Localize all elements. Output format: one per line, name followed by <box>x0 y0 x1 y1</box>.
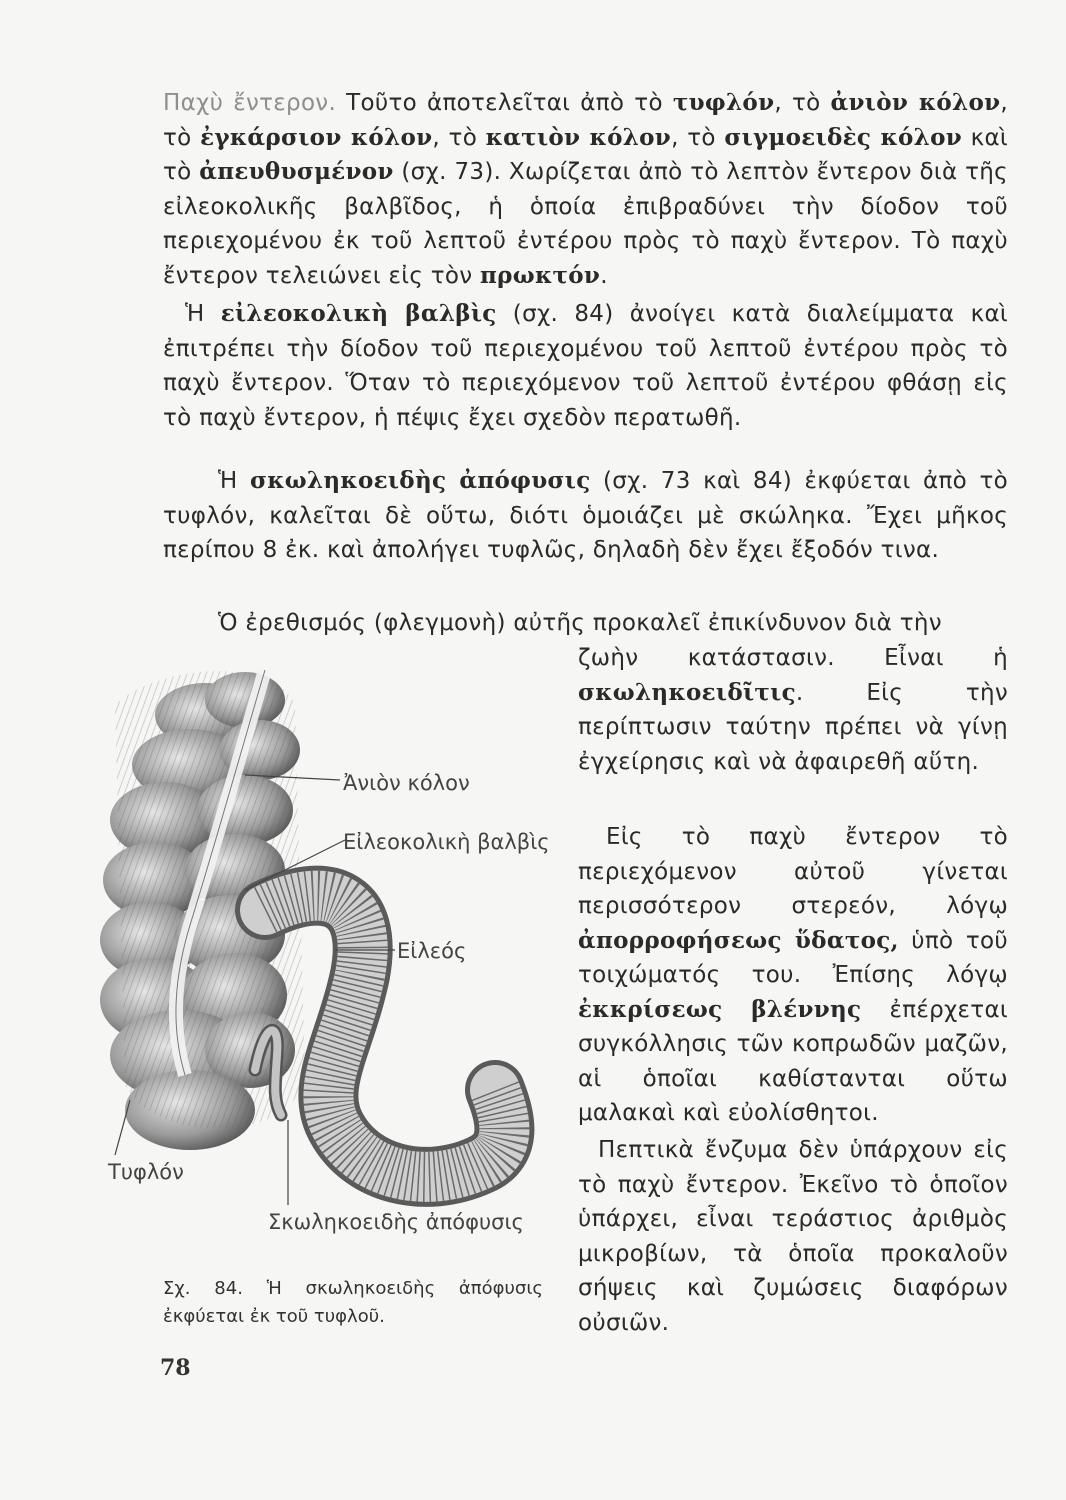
section-heading: Παχὺ ἔντερον. <box>163 90 337 116</box>
paragraph-inflammation: Ὁ ἐρεθισμός (φλεγμονὴ) αὐτῆς προκαλεῖ ἐπικίνδυνον διὰ τὴν <box>218 610 942 636</box>
paragraph-appendicitis: ζωὴν κατάστασιν. Εἶναι ἡ σκωληκοειδῖτις. Εἰς τὴν περίπτωσιν ταύτην πρέπει νὰ γίνῃ ἐγχείρησις καὶ νὰ ἀφαιρεθῆ αὕτη. <box>578 645 1008 775</box>
paragraph-ileocecal-valve: Ἡ εἰλεοκολικὴ βαλβὶς (σχ. 84) ἀνοίγει κατὰ διαλείμματα καὶ ἐπιτρέπει τὴν δίοδον τοῦ περιεχομένου τοῦ λεπτοῦ ἐντέρου πρὸς τὸ παχὺ ἔντερον. Ὅταν τὸ περιεχόμενον τοῦ λεπτοῦ ἐντέρου φθάσῃ εἰς τὸ παχὺ ἔντερον, ἡ πέψις ἔχει σχεδὸν περατωθῆ. <box>163 300 1008 431</box>
label-ileum: Εἰλεός <box>397 939 467 963</box>
paragraph-appendix: Ἡ σκωληκοειδὴς ἀπόφυσις (σχ. 73 καὶ 84) ἐκφύεται ἀπὸ τὸ τυφλόν, καλεῖται δὲ οὕτω, διότι ὁμοιάζει μὲ σκώληκα. Ἔχει μῆκος περίπου 8 ἐκ. καὶ ἀπολήγει τυφλῶς, δηλαδὴ δὲν ἔχει ἔξοδόν τινα. <box>163 467 1008 563</box>
figure-large-intestine <box>95 645 580 1235</box>
label-ascending-colon: Ἀνιὸν κόλον <box>343 771 470 795</box>
label-ileocecal-valve: Εἰλεοκολικὴ βαλβὶς <box>343 830 550 854</box>
label-cecum: Τυφλόν <box>108 1160 184 1184</box>
paragraph-absorption: Εἰς τὸ παχὺ ἔντερον τὸ περιεχόμενον αὐτοῦ γίνεται περισσότερον στερεόν, λόγῳ ἀπορροφήσεως ὕδατος, ὑπὸ τοῦ τοιχώματός του. Ἐπίσης λόγῳ ἐκκρίσεως βλέννης ἐπέρχεται συγκόλλησις τῶν κοπρωδῶν μαζῶν, αἱ ὁποῖαι καθίστανται οὕτω μαλακαὶ καὶ εὐολίσθητοι. <box>578 824 1008 1126</box>
intestine-illustration <box>95 645 580 1235</box>
paragraph-large-intestine: Παχὺ ἔντερον. Τοῦτο ἀποτελεῖται ἀπὸ τὸ τυφλόν, τὸ ἀνιὸν κόλον, τὸ ἐγκάρσιον κόλον, τὸ κατιὸν κόλον, τὸ σιγμοειδὲς κόλον καὶ τὸ ἀπευθυσμένον (σχ. 73). Χωρίζεται ἀπὸ τὸ λεπτὸν ἔντερον διὰ τῆς εἰλεοκολικῆς βαλβῖδος, ἡ ὁποία ἐπιβραδύνει τὴν δίοδον τοῦ περιεχομένου ἐκ τοῦ λεπτοῦ ἐντέρου πρὸς τὸ παχὺ ἔντερον. Τὸ παχὺ ἔντερον τελειώνει εἰς τὸν πρωκτόν. <box>163 89 1008 289</box>
label-appendix: Σκωληκοειδὴς ἀπόφυσις <box>268 1210 524 1234</box>
page-number: 78 <box>160 1355 191 1381</box>
paragraph-enzymes: Πεπτικὰ ἔνζυμα δὲν ὑπάρχουν εἰς τὸ παχὺ ἔντερον. Ἐκεῖνο τὸ ὁποῖον ὑπάρχει, εἶναι τεράστιος ἀριθμὸς μικροβίων, τὰ ὁποῖα προκαλοῦν σήψεις καὶ ζυμώσεις διαφόρων οὐσιῶν. <box>578 1137 1008 1336</box>
figure-caption: Σχ. 84. Ἡ σκωληκοειδὴς ἀπόφυσις ἐκφύεται ἐκ τοῦ τυφλοῦ. <box>163 1278 543 1327</box>
